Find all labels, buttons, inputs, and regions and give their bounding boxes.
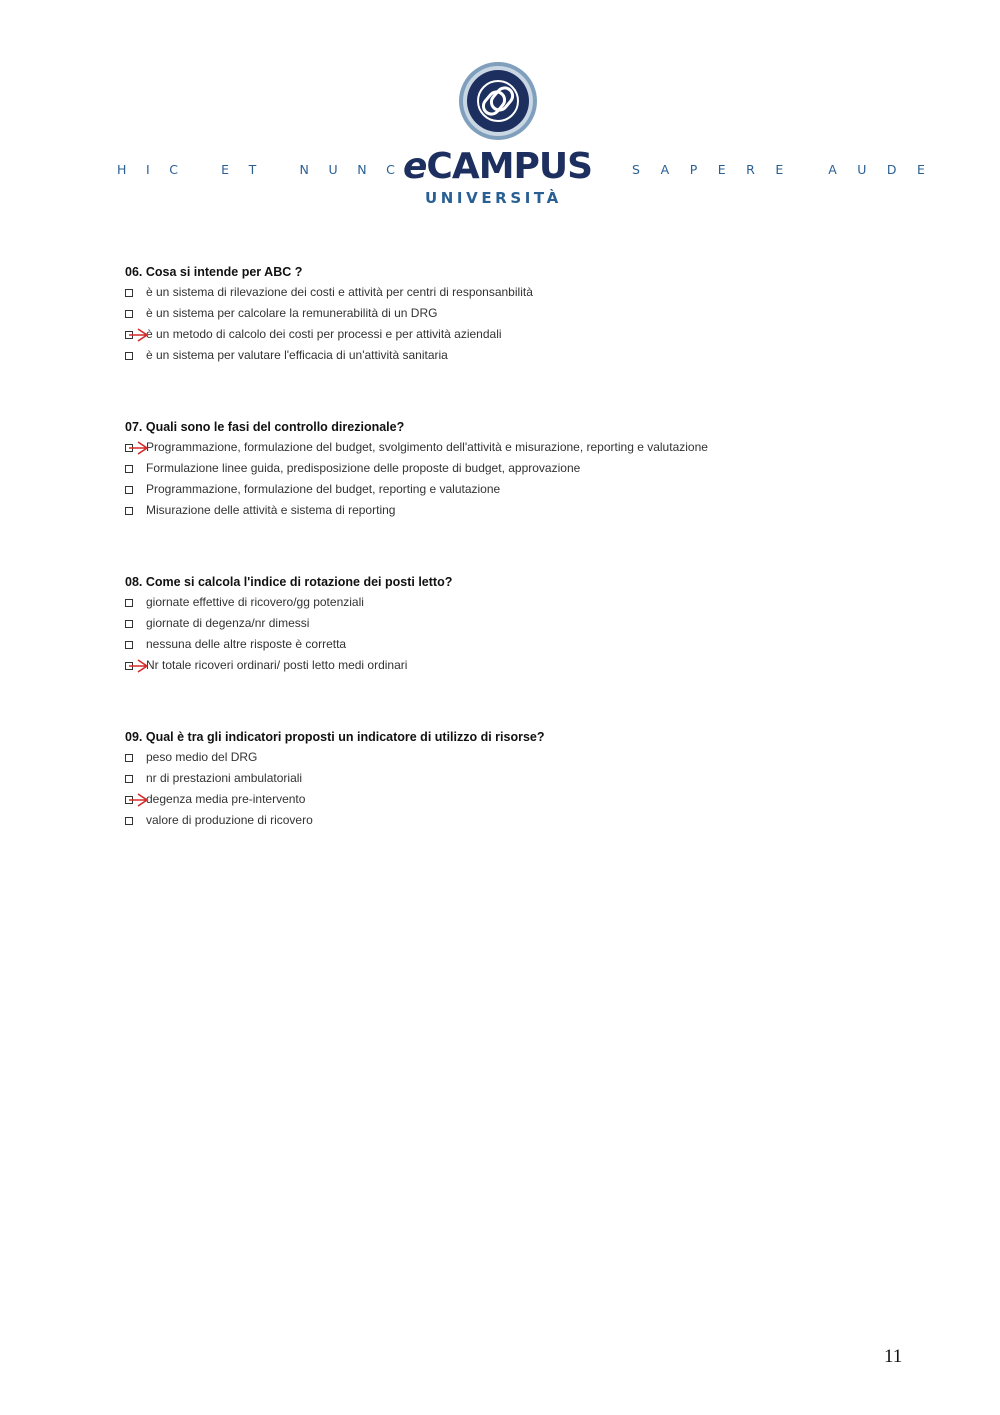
answer-option [125,458,905,479]
checkbox-icon [125,641,133,649]
answer-option [125,768,905,789]
university-seal-icon [458,61,538,141]
answer-text: è un sistema per calcolare la remunerabilità di un DRG [146,306,438,320]
answer-text: valore di produzione di ricovero [146,813,313,827]
answer-option [125,500,905,521]
answer-text: giornate effettive di ricovero/gg potenziali [146,595,364,609]
checkbox-icon [125,620,133,628]
question-title: 06. Cosa si intende per ABC ? [125,265,303,279]
answer-option [125,634,905,655]
answer-option [125,613,905,634]
checkbox-icon [125,507,133,515]
question-block [125,417,905,521]
answer-option [125,592,905,613]
answer-option [125,479,905,500]
answer-option [125,282,905,303]
answer-text: Formulazione linee guida, predisposizione delle proposte di budget, approvazione [146,461,581,475]
checkbox-icon [125,310,133,318]
answer-option [125,789,905,810]
question-title: 07. Quali sono le fasi del controllo direzionale? [125,420,405,434]
answer-option [125,810,905,831]
answer-option [125,747,905,768]
checkbox-icon [125,486,133,494]
checkbox-icon [125,775,133,783]
logo-name: CAMPUS [426,146,593,187]
quiz-content [125,262,905,882]
checkbox-icon [125,599,133,607]
answer-text: peso medio del DRG [146,750,258,764]
answer-option [125,345,905,366]
answer-text: nr di prestazioni ambulatoriali [146,771,303,785]
checkbox-icon [125,352,133,360]
page-number: 11 [884,1346,903,1367]
question-block [125,262,905,366]
answer-text: Programmazione, formulazione del budget, svolgimento dell'attività e misurazione, reporting e valutazione [146,440,708,454]
answer-text: Programmazione, formulazione del budget, reporting e valutazione [146,482,501,496]
answer-text: è un sistema di rilevazione dei costi e attività per centri di responsanbilità [146,285,533,299]
question-title: 09. Qual è tra gli indicatori proposti un indicatore di utilizzo di risorse? [125,730,545,744]
question-block [125,572,905,676]
page-header [0,0,1000,220]
answer-text: è un sistema per valutare l'efficacia di un'attività sanitaria [146,348,448,362]
answer-option [125,437,905,458]
arrow-mark-icon [127,793,149,807]
ecampus-logo [403,146,592,187]
answer-text: degenza media pre-intervento [146,792,306,806]
answer-text: Misurazione delle attività e sistema di reporting [146,503,396,517]
answer-option [125,655,905,676]
answer-text: giornate di degenza/nr dimessi [146,616,310,630]
logo-subtitle: UNIVERSITÀ [425,189,562,207]
answer-text: è un metodo di calcolo dei costi per processi e per attività aziendali [146,327,502,341]
question-title: 08. Come si calcola l'indice di rotazione dei posti letto? [125,575,453,589]
checkbox-icon [125,289,133,297]
checkbox-icon [125,465,133,473]
checkbox-icon [125,754,133,762]
logo-e: e [403,146,427,187]
motto-left: HIC ET NUNC [117,162,415,177]
arrow-mark-icon [127,659,149,673]
checkbox-icon [125,817,133,825]
answer-text: nessuna delle altre risposte è corretta [146,637,347,651]
answer-option [125,303,905,324]
arrow-mark-icon [127,441,149,455]
question-block [125,727,905,831]
arrow-mark-icon [127,328,149,342]
answer-option [125,324,905,345]
motto-right: SAPERE AUDE [632,162,946,177]
answer-text: Nr totale ricoveri ordinari/ posti letto medi ordinari [146,658,408,672]
